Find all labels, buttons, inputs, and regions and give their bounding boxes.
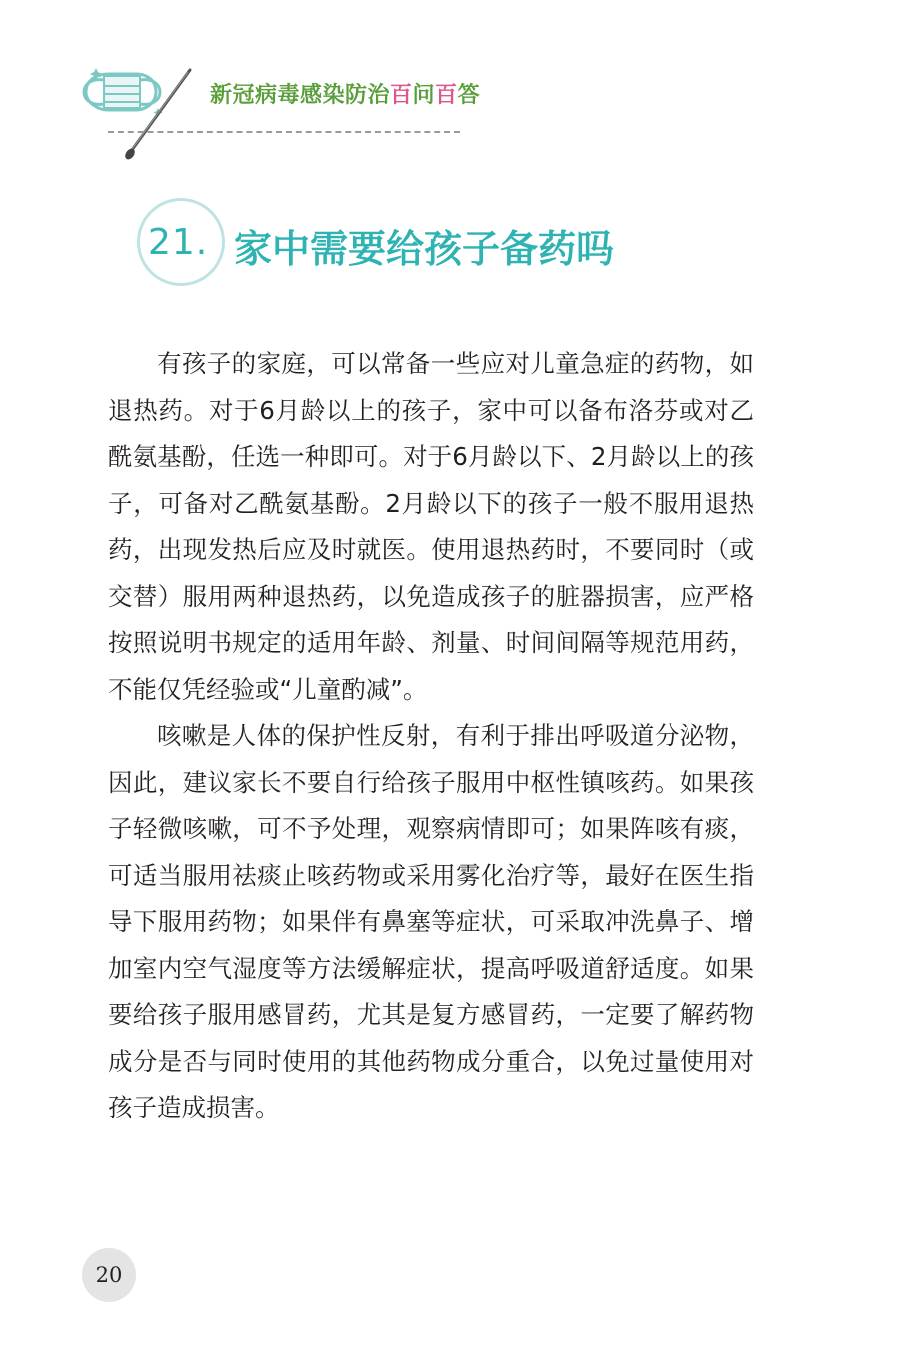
question-number: 21.: [148, 222, 209, 263]
book-title: [210, 78, 480, 109]
book-title-part: 答: [457, 83, 481, 108]
book-title-part: 问: [412, 83, 436, 108]
header-divider: [108, 131, 460, 133]
answer-paragraph: 咳嗽是人体的保护性反射，有利于排出呼吸道分泌物，因此，建议家长不要自行给孩子服用中枢性镇咳药。如果孩子轻微咳嗽，可不予处理，观察病情即可；如果阵咳有痰，可适当服用祛痰止咳药物或采用雾化治疗等，最好在医生指导下服用药物；如果伴有鼻塞等症状，可采取冲洗鼻子、增加室内空气湿度等方法缓解症状，提高呼吸道舒适度。如果要给孩子服用感冒药，尤其是复方感冒药，一定要了解药物成分是否与同时使用的其他药物成分重合，以免过量使用对孩子造成损害。: [108, 721, 754, 1122]
answer-paragraph: 有孩子的家庭，可以常备一些应对儿童急症的药物，如退热药。对于6月龄以上的孩子，家中可以备布洛芬或对乙酰氨基酚，任选一种即可。对于6月龄以下、2月龄以上的孩子，可备对乙酰氨基酚。2月龄以下的孩子一般不服用退热药，出现发热后应及时就医。使用退热药时，不要同时（或交替）服用两种退热药，以免造成孩子的脏器损害，应严格按照说明书规定的适用年龄、剂量、时间间隔等规范用药，不能仅凭经验或“儿童酌减”。: [108, 349, 754, 704]
question-title: 家中需要给孩子备药吗: [234, 227, 615, 271]
page-number: 20: [95, 1263, 123, 1287]
swab-icon: [118, 66, 198, 162]
book-title-accent: 百: [435, 83, 458, 108]
book-title-part: 新冠病毒感染防治: [210, 83, 391, 108]
answer-body: [108, 341, 754, 1132]
book-title-accent: 百: [390, 83, 413, 108]
